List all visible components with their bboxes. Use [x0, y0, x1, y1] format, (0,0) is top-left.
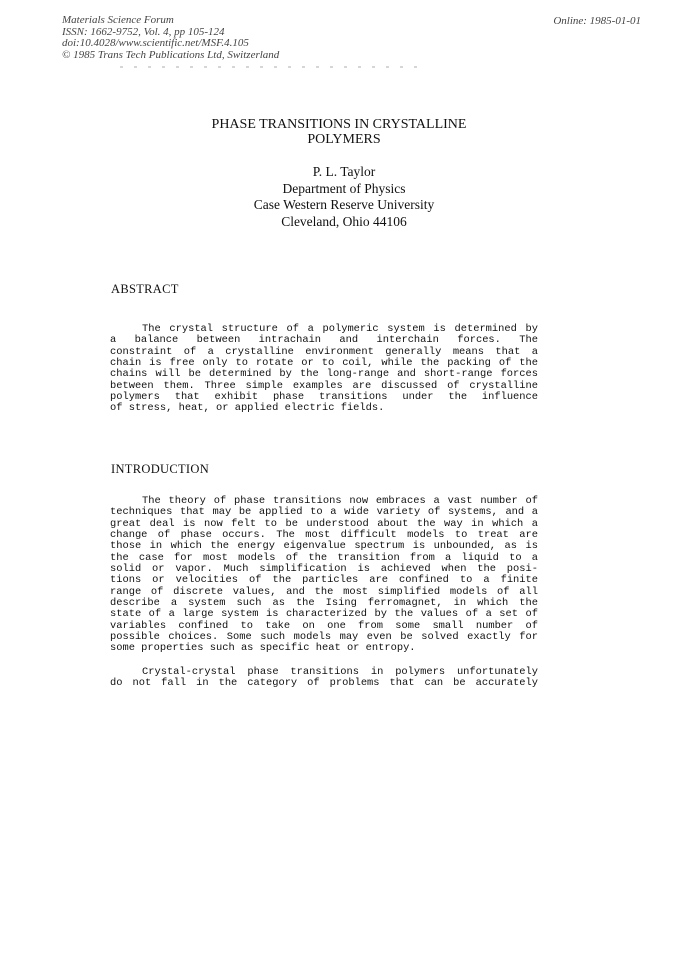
- doi-line: doi:10.4028/www.scientific.net/MSF.4.105: [62, 37, 249, 49]
- text-line: range of discrete values, and the most simplified models of all: [110, 585, 538, 598]
- text-line: variables confined to take on one from some small number of: [110, 619, 538, 632]
- text-line: Crystal-crystal phase transitions in polymers unfortunately: [142, 666, 538, 678]
- introduction-heading: INTRODUCTION: [111, 462, 210, 476]
- author-location: Cleveland, Ohio 44106: [281, 213, 407, 229]
- text-line: solid or vapor. Much simplification is achieved when the posi-: [110, 563, 538, 576]
- author-university: Case Western Reserve University: [253, 197, 435, 212]
- online-date: Online: 1985-01-01: [553, 15, 641, 27]
- text-line: do not fall in the category of problems that can be accurately: [110, 677, 538, 690]
- text-line: The crystal structure of a polymeric system is determined by: [142, 323, 538, 335]
- text-line: tions or velocities of the particles are confined to a finite: [110, 574, 538, 587]
- text-line: polymers that exhibit phase transitions under the influence: [110, 391, 538, 404]
- text-line: describe a system such as the Ising ferromagnet, in which the: [110, 597, 538, 610]
- text-line: possible choices. Some such models may even be solved exactly for: [110, 631, 538, 644]
- text-line: state of a large system is characterized by the values of a set of: [110, 608, 538, 621]
- introduction-paragraph-1: [110, 496, 538, 655]
- issn-line: ISSN: 1662-9752, Vol. 4, pp 105-124: [62, 25, 225, 38]
- journal-name: Materials Science Forum: [62, 14, 174, 26]
- text-line: chain is free only to rotate or to coil, while the packing of the: [110, 357, 538, 370]
- text-line: some properties such as specific heat or entropy.: [110, 642, 416, 655]
- journal-header: [62, 15, 279, 61]
- text-line: a balance between intrachain and interchain forces. The: [110, 334, 538, 347]
- copyright-line: © 1985 Trans Tech Publications Ltd, Switzerland: [62, 48, 280, 61]
- text-line: between them. Three simple examples are discussed of crystalline: [110, 379, 538, 392]
- text-line: the case for most models of the transition from a liquid to a: [110, 551, 538, 564]
- paper-title: [0, 117, 678, 147]
- title-line-2: POLYMERS: [307, 132, 381, 147]
- abstract-heading: ABSTRACT: [111, 282, 179, 296]
- author-name: P. L. Taylor: [312, 164, 376, 179]
- text-line: constraint of a crystalline environment generally means that a: [110, 345, 538, 358]
- text-line: of stress, heat, or applied electric fields.: [110, 402, 385, 415]
- text-line: change of phase occurs. The most difficult models to treat are: [110, 529, 538, 542]
- author-block: [0, 164, 678, 230]
- introduction-paragraph-2: [110, 667, 538, 690]
- text-line: The theory of phase transitions now embraces a vast number of: [142, 495, 538, 507]
- text-line: chains will be determined by the long-range and short-range forces: [110, 368, 538, 381]
- title-block: [0, 117, 678, 230]
- text-line: techniques that may be applied to a wide variety of systems, and a: [110, 506, 538, 519]
- title-line-1: PHASE TRANSITIONS IN CRYSTALLINE: [211, 117, 467, 132]
- text-line: those in which the energy eigenvalue spectrum is unbounded, as is: [110, 540, 538, 553]
- text-line: great deal is now felt to be understood about the way in which a: [110, 517, 538, 530]
- author-department: Department of Physics: [282, 180, 406, 196]
- scan-artifact: [120, 66, 420, 68]
- abstract-paragraph: [110, 324, 538, 415]
